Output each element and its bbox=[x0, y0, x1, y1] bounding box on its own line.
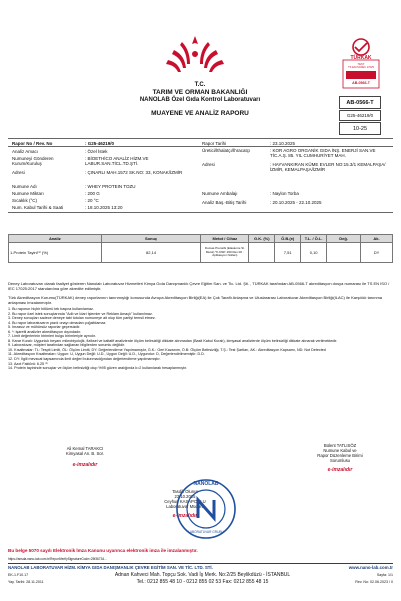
footer-web[interactable]: www.nano-lab.com.tr bbox=[348, 565, 393, 570]
info-value: : Naylon Torba bbox=[270, 191, 299, 196]
cell-ob: 7,51 bbox=[275, 243, 301, 263]
turkak-statement: Türk Akreditasyon Kurumu(TÜRKAK) deney raporlarının tanınmışlığı konusunda Avrupa Akreditasyon Birliği(EA) ile Çok Taraflı Anlaşma ve Uluslararası Laboratuvar Akreditasyon Birliği(ILAC) ile Karşılıklı tanınma anlaşması imzalanmıştır. bbox=[8, 295, 383, 305]
report-code-box: G25-46219/0 bbox=[339, 110, 381, 121]
info-value: : WHEY PROTEIN TOZU bbox=[85, 184, 136, 189]
footer-rev: Rev. No: 02.06.2023 / 0 bbox=[355, 580, 393, 584]
note-item: 6. *: işaretli analizler akreditasyon dışındadır. bbox=[8, 329, 82, 334]
verify-url[interactable]: https://ansda.nano-lab.com.tr/ReportVerifySignatureCode=25f36734... bbox=[8, 557, 107, 561]
info-label: Üretici/İthalatçı/İhracatçı bbox=[202, 148, 251, 153]
seal-text: NANOLAB bbox=[193, 481, 219, 487]
footer-yay-tarihi: Yay. Tarihi: 28.11.2011 bbox=[8, 580, 44, 584]
info-label: Adresi bbox=[202, 162, 215, 167]
note-item: 11. Akreditasyon Kısaltmaları: Uygun: U, Uygun Değil: U.D., Uygun Değil: U.D., Uygundur: D, Değerlendirilmemiştir: D.D. bbox=[8, 352, 205, 357]
right-signer-title-2: Rapor Düzenleme Birimi bbox=[317, 453, 363, 458]
info-value: : HAYVANKIRAN KÜME EVLER NO:15.3/1 KEMALPAŞA/İZMİR, KEMALPAŞA/İZMİR bbox=[270, 162, 386, 173]
col-analiz: Analiz bbox=[9, 235, 102, 243]
info-label: Rapor Tarihi bbox=[202, 141, 227, 146]
turkak-logo bbox=[341, 36, 381, 90]
col-gk: G.K. (%) bbox=[249, 235, 275, 243]
page-code-box: 10-25 bbox=[339, 122, 381, 135]
right-eimza: e-imzalıdır bbox=[327, 467, 353, 473]
note-item: 10. Kısaltmalar: TL: Tespit Limiti, ÖL: Ölçüm Limiti, DY: Değerlendirme Yapılmamıştır, G.K.: Geri Kazanım, Ö.B: Ölçüm Belirsizliği, T.Ş.: Test Şartları, AK.: Akreditasyon Kapsamı, ND: Not Detected bbox=[8, 347, 326, 352]
center-person: Ceyhun KASAPOĞLU bbox=[164, 499, 206, 504]
center-title: Laboratuvar Müdürü bbox=[166, 504, 204, 509]
code-box: AB-0566-T bbox=[339, 96, 381, 109]
info-value: : Özel İstek bbox=[85, 149, 108, 154]
note-item: 7. Limit değerlerinin birimleri bulgu birimleriyle aynıdır. bbox=[8, 334, 96, 339]
right-signature bbox=[290, 443, 390, 473]
info-value: : 20.10.2025 - 22.10.2025 bbox=[270, 200, 322, 205]
info-label: Num. Kabul Tarihi & Saati bbox=[12, 205, 64, 210]
cell-metot: Dumas Prensibi (Elaslenre Sl. Metot) *K.DSP. 260 Rev 00 · Aplikasyon Notları) bbox=[201, 243, 249, 263]
report-title: MUAYENE VE ANALİZ RAPORU bbox=[151, 110, 249, 117]
notes-list bbox=[8, 307, 393, 371]
col-sonuc: Sonuç bbox=[101, 235, 201, 243]
cell-ak: DY bbox=[361, 243, 393, 263]
org-abbr: T.C. bbox=[194, 82, 206, 88]
info-value: : 18.10.2025 13:20 bbox=[85, 205, 123, 210]
info-label: Analiz Baş.-Bitiş Tarihi bbox=[202, 200, 247, 205]
turkak-sub: TEST TS EN ISO/IEC 17025 bbox=[348, 63, 374, 70]
footer-address: Adnan Kahveci Mah. Topçu Sok. Vadi İş Merk. No:2/25 Beylikdüzü - İSTANBUL bbox=[114, 572, 291, 578]
info-label: Sıcaklık (°C) bbox=[12, 198, 38, 203]
note-item: 9. Laboratuvar, müşteri tarafından sağlanan bilgilerden sorumlu değildir. bbox=[8, 343, 126, 348]
accreditation-statement: Deney Laboratuvarı olarak faaliyet gösteren Nanolab Laboratuvar Hizmetleri Kimya Gıda Danışmanlık Çevre Eğitim San. ve Tic. Ltd. Şti. , TÜRKAK tarafından AB-0566-T akreditasyon dosya numarası ile TS EN ISO / IEC 17025:2017 standardına göre akredite edilmiştir. bbox=[8, 281, 390, 291]
left-signer-title: Kimyasal An. B. Sor. bbox=[66, 451, 104, 456]
note-item: 2. Bu rapor özel istek sonuçlarında "Adlı ve İdari İşlemler ve Reklam Amaçlı" kullanılmaz. bbox=[8, 311, 153, 316]
cell-gk bbox=[249, 243, 275, 263]
right-signer-name: Bülent TATLISÖZ bbox=[323, 443, 357, 448]
info-value: : KOR AGRO ORGANİK GIDA İNŞ. ENERJİ SAN.VE TİC.A.Ş. 85. YIL CUMHURİYET MAH. bbox=[270, 148, 376, 159]
turkak-code: AB-0566-T bbox=[352, 80, 370, 85]
note-item: 14. Protein tayininde sonuçlar ve ölçüm belirsizliği olup %95 güven aralığında k=2 kullanılarak hesaplanmıştır. bbox=[8, 366, 188, 371]
info-label: Rapor No / Rev. No bbox=[12, 141, 53, 146]
lab-name: NANOLAB Özel Gıda Kontrol Laboratuvarı bbox=[139, 97, 261, 103]
note-item: 5. İmzasız ve mühürsüz raporlar geçersizdir. bbox=[8, 325, 81, 330]
footer-page: Sayfa: 1/1 bbox=[376, 573, 393, 577]
col-tl: T.L. / Ö.L. bbox=[301, 235, 327, 243]
left-eimza: e-imzalıdır bbox=[72, 462, 98, 468]
note-item: 8. Karar Kuralı: Uygunluk beyanı mikrobiyolojik, fiziksel ve kaltatif analizlerde ölçüm belirsizliği dikkate alınmadan (Basit Kabul Kuralı), kimyasal analizlerde ölçüm belirsizliği dikkate alınarak verilmektedir. bbox=[8, 338, 338, 343]
info-value: : G25-46219/0 bbox=[85, 141, 115, 146]
info-value: : 20 °C bbox=[85, 198, 99, 203]
cell-deg bbox=[327, 243, 361, 263]
table-row bbox=[9, 243, 393, 263]
right-signer-title-3: Sorumlusu bbox=[329, 458, 350, 463]
col-ak: Ak. bbox=[361, 235, 393, 243]
info-label: Numune Miktarı bbox=[12, 191, 44, 196]
right-signer-title-1: Numune Kabul ve bbox=[323, 448, 357, 453]
lab-seal bbox=[175, 478, 237, 540]
info-label: Numuneyi Gönderen Kurum/Kuruluş bbox=[12, 156, 54, 167]
ministry-logo bbox=[160, 32, 230, 78]
col-deg: Değ. bbox=[327, 235, 361, 243]
turkak-label: TÜRKAK bbox=[350, 55, 372, 61]
info-value: : BİOETHİCO ANALİZ HİZM.VE LABUR.SAN.TİCL.TD.ŞTİ. bbox=[85, 156, 149, 167]
col-ob: Ö.B.(±) bbox=[275, 235, 301, 243]
col-metot: Metot / Cihaz bbox=[201, 235, 249, 243]
cell-analiz: 1-Protein Tayini⁽¹⁾ (%) bbox=[9, 243, 102, 263]
info-value: : 23.10.2025 bbox=[270, 141, 296, 146]
info-label: Adresi bbox=[12, 170, 25, 175]
cell-sonuc: 82,14 bbox=[101, 243, 201, 263]
note-item: 13. Azot Faktörü: 6.25 ⁽¹⁾ bbox=[8, 361, 49, 366]
table-header-row bbox=[9, 235, 393, 243]
center-date: 23.10.2025 bbox=[174, 494, 196, 499]
footer-company: NANOLAB LABORATUVAR HİZM. KİMYA GIDA DANIŞMANLIK ÇEVRE EGİTİM SAN. VE TİC. LTD. STİ. bbox=[8, 565, 213, 570]
esign-note: Bu belge 5070 sayılı Elektronik İmza Kanunu uyarınca elektronik imza ile imzalanmıştır. bbox=[8, 548, 198, 553]
note-item: 4. Bu rapor laboratuvarın yazılı onayı olmadan çoğaltılamaz. bbox=[8, 320, 107, 325]
info-value: : 200 G bbox=[85, 191, 100, 196]
left-signer-name: Ali Kemal TARAKCI bbox=[66, 446, 104, 451]
footer-doc-no: EK-1.F10.17 bbox=[8, 573, 29, 577]
cell-tl: 0,10 bbox=[301, 243, 327, 263]
info-label: Analiz Amacı bbox=[12, 149, 39, 154]
center-eimza: e-imzalıdır bbox=[172, 513, 198, 519]
info-value: : ÇINARLI MAH.1572 SK.NO: 33, KONAK/İZMİR bbox=[85, 170, 183, 175]
ministry-name: TARIM VE ORMAN BAKANLIĞI bbox=[152, 89, 248, 96]
info-label: Numune Ambalajı bbox=[202, 191, 238, 196]
seal-bottom-text: LABORATUVAR GRUBU bbox=[188, 530, 224, 534]
center-tasdik: Tasdik Olunur bbox=[172, 489, 198, 494]
note-item: 1. Bu raporun hiçbir bölümü tek başına kullanılamaz. bbox=[8, 307, 94, 311]
note-item: 12. DY: İlgili mevzuat kapsamında limit değeri bulunmadığından değerlendirme yapılmamıştır. bbox=[8, 357, 161, 362]
note-item: 3. Deney sonuçları sadece deneye tabi tutulan numuneye ait olup tüm partiyi temsil etmez. bbox=[8, 316, 156, 321]
left-signature bbox=[40, 446, 130, 468]
info-label: Numune Adı bbox=[12, 184, 37, 189]
footer-phones: Tel.: 0212 855 48 10 - 0212 855 02 53 Fax: 0212 855 48 15 bbox=[136, 579, 269, 585]
results-table bbox=[8, 234, 393, 263]
